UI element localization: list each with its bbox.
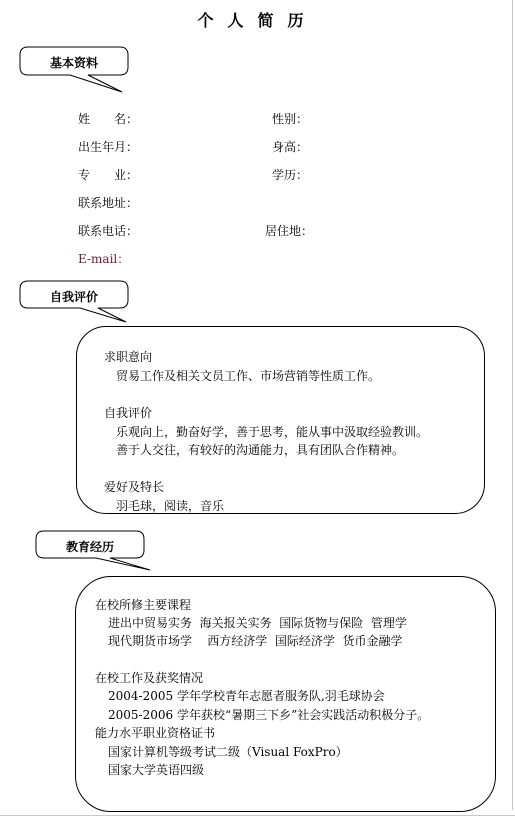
awards-heading: 在校工作及获奖情况 <box>95 671 204 685</box>
address-field-label: 联系地址： <box>78 196 139 210</box>
phone-field-label: 联系电话： <box>78 224 139 238</box>
major-field-label: 专 业： <box>78 168 139 182</box>
residence-field-label: 居住地： <box>265 224 314 238</box>
courses-heading: 在校所修主要课程 <box>95 598 192 612</box>
self-eval-text-2: 善于人交往，有较好的沟通能力，具有团队合作精神。 <box>116 443 405 457</box>
awards-line-2: 2005-2006 学年获校“暑期三下乡”社会实践活动积极分子。 <box>108 708 430 722</box>
hobbies-text: 羽毛球，阅读，音乐 <box>116 499 225 513</box>
education-label: 教育经历 <box>65 540 114 554</box>
basic-info-label: 基本资料 <box>49 56 98 70</box>
hobbies-heading: 爱好及特长 <box>104 480 165 494</box>
job-intent-text: 贸易工作及相关文员工作、市场营销等性质工作。 <box>116 369 381 383</box>
certificates-heading: 能力水平职业资格证书 <box>95 726 216 740</box>
gender-field-label: 性别： <box>272 112 309 126</box>
certificate-line-2: 国家大学英语四级 <box>108 763 205 777</box>
height-field-label: 身高： <box>272 140 309 154</box>
job-intent-heading: 求职意向 <box>104 350 153 364</box>
name-field-label: 姓 名： <box>78 112 139 126</box>
courses-line-1: 进出中贸易实务 海关报关实务 国际货物与保险 管理学 <box>108 616 407 630</box>
page-right-edge <box>512 0 513 810</box>
certificate-line-1: 国家计算机等级考试二级（Visual FoxPro） <box>108 745 348 759</box>
self-eval-text-1: 乐观向上，勤奋好学，善于思考，能从事中汲取经验教训。 <box>116 425 429 439</box>
birth-field-label: 出生年月： <box>78 140 139 154</box>
document-title: 个人简历 <box>197 11 318 30</box>
self-eval-heading: 自我评价 <box>104 406 153 420</box>
email-field-label: E-mail： <box>78 252 130 266</box>
awards-line-1: 2004-2005 学年学校青年志愿者服务队,羽毛球协会 <box>108 689 385 703</box>
self-eval-label: 自我评价 <box>49 290 98 304</box>
courses-line-2: 现代期货市场学 西方经济学 国际经济学 货币金融学 <box>108 634 403 648</box>
page-bottom-edge <box>0 815 515 816</box>
education-field-label: 学历： <box>272 168 309 182</box>
